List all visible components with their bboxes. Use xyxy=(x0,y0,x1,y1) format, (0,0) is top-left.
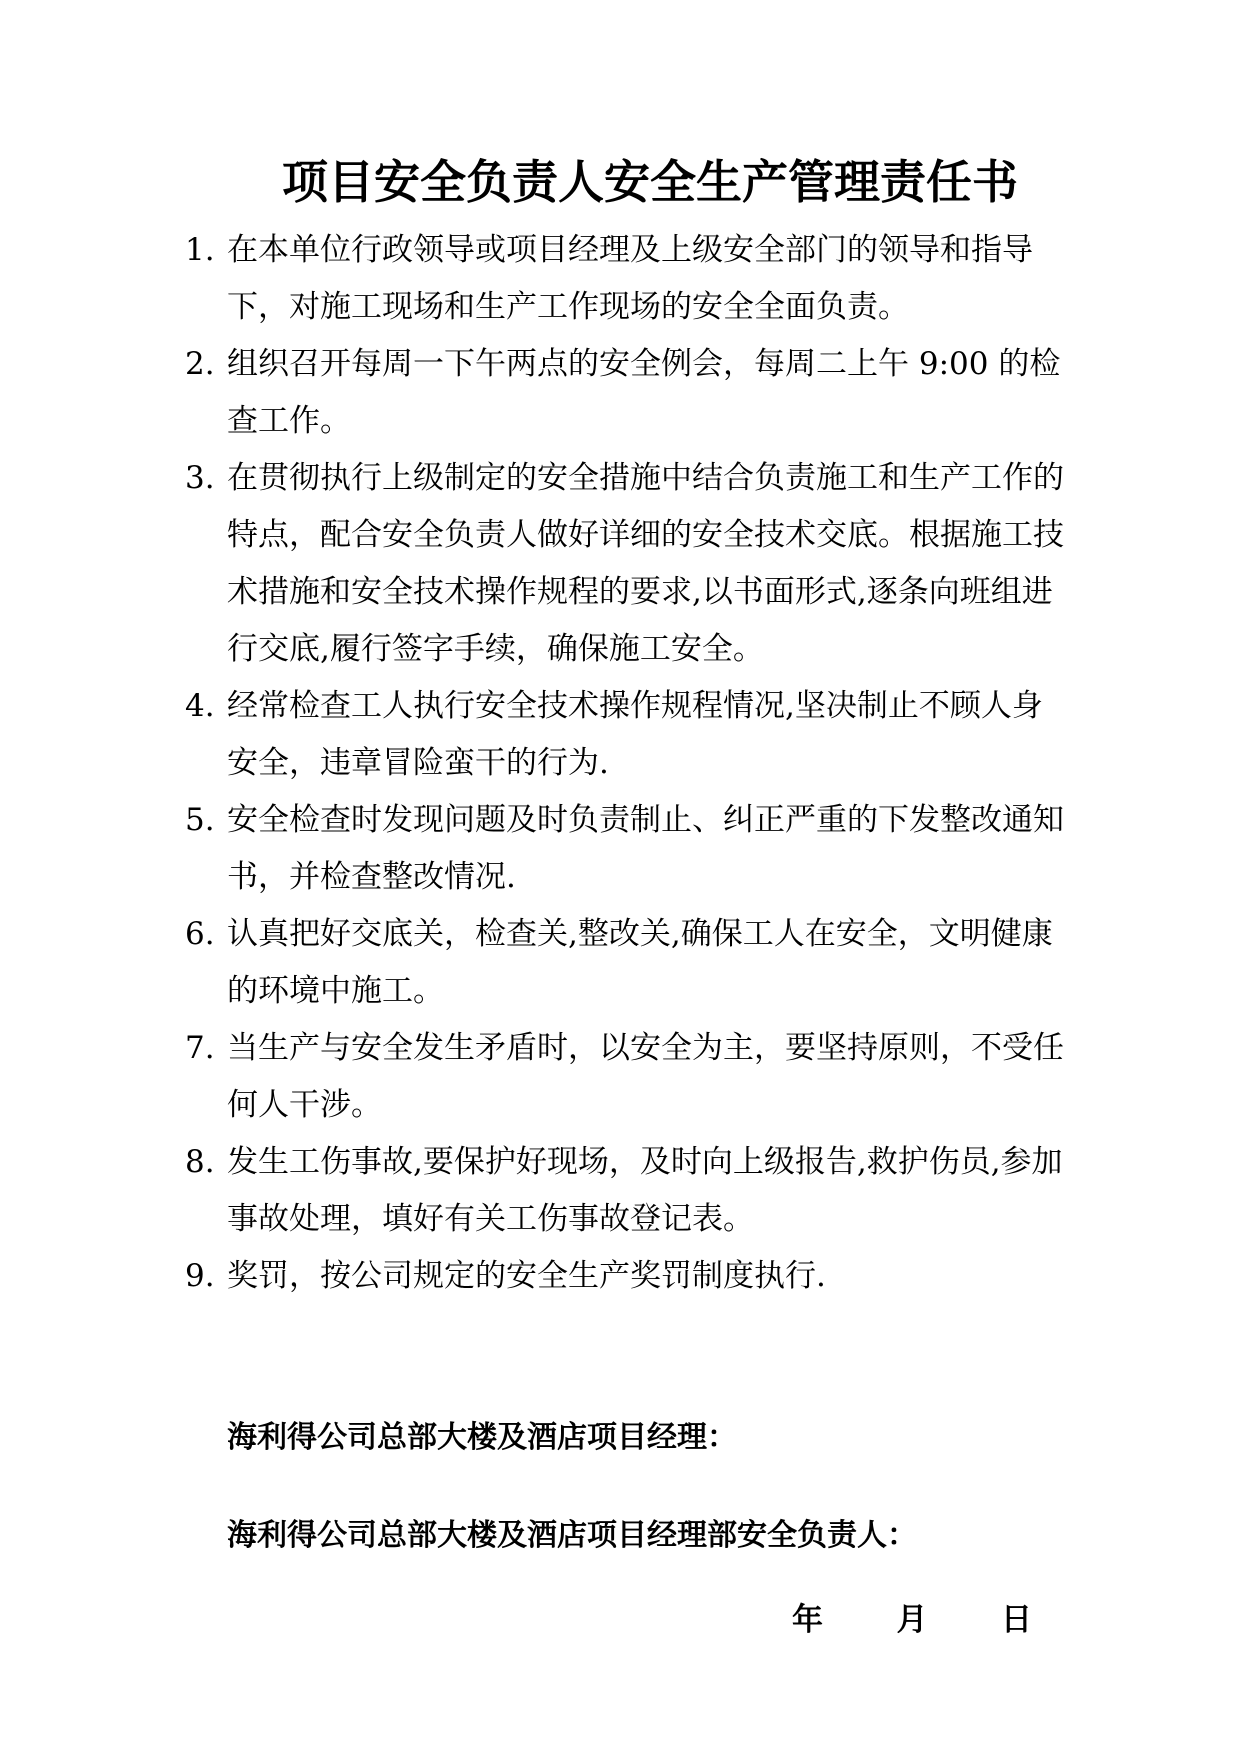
item-text: 认真把好交底关，检查关,整改关,确保工人在安全，文明健康的环境中施工。 xyxy=(227,916,1053,1009)
list-item xyxy=(185,906,1065,1020)
item-text: 奖罚，按公司规定的安全生产奖罚制度执行. xyxy=(227,1258,826,1294)
list-item xyxy=(185,678,1065,792)
item-number: 6. xyxy=(185,916,215,952)
item-text: 经常检查工人执行安全技术操作规程情况,坚决制止不顾人身安全，违章冒险蛮干的行为. xyxy=(227,688,1043,781)
item-number: 9. xyxy=(185,1258,215,1294)
date-line xyxy=(792,1600,1032,1640)
item-number: 5. xyxy=(185,802,215,838)
item-text: 组织召开每周一下午两点的安全例会，每周二上午 9:00 的检查工作。 xyxy=(227,346,1061,439)
responsibility-list xyxy=(185,222,1065,1305)
item-text: 当生产与安全发生矛盾时，以安全为主，要坚持原则，不受任何人干涉。 xyxy=(227,1030,1064,1123)
list-item xyxy=(185,1020,1065,1134)
project-manager-signature-line: 海利得公司总部大楼及酒店项目经理： xyxy=(227,1420,737,1455)
item-text: 在贯彻执行上级制定的安全措施中结合负责施工和生产工作的特点，配合安全负责人做好详细的安全技术交底。根据施工技术措施和安全技术操作规程的要求,以书面形式,逐条向班组进行交底,履行签字手续，确保施工安全。 xyxy=(227,460,1064,667)
list-item xyxy=(185,1248,1065,1305)
item-number: 3. xyxy=(185,460,215,496)
item-text: 安全检查时发现问题及时负责制止、纠正严重的下发整改通知书，并检查整改情况. xyxy=(227,802,1064,895)
list-item xyxy=(185,336,1065,450)
item-text: 发生工伤事故,要保护好现场，及时向上级报告,救护伤员,参加事故处理，填好有关工伤事故登记表。 xyxy=(227,1144,1063,1237)
list-item xyxy=(185,222,1065,336)
item-number: 7. xyxy=(185,1030,215,1066)
list-item xyxy=(185,1134,1065,1248)
item-number: 2. xyxy=(185,346,215,382)
list-item xyxy=(185,450,1065,678)
date-year-label: 年 xyxy=(792,1602,823,1638)
date-day-label: 日 xyxy=(1001,1602,1032,1638)
item-number: 4. xyxy=(185,688,215,724)
item-number: 1. xyxy=(185,232,215,268)
document-title: 项目安全负责人安全生产管理责任书 xyxy=(282,155,1018,209)
item-text: 在本单位行政领导或项目经理及上级安全部门的领导和指导下，对施工现场和生产工作现场的安全全面负责。 xyxy=(227,232,1033,325)
item-number: 8. xyxy=(185,1144,215,1180)
list-item xyxy=(185,792,1065,906)
date-month-label: 月 xyxy=(896,1602,928,1638)
safety-officer-signature-line: 海利得公司总部大楼及酒店项目经理部安全负责人： xyxy=(227,1518,917,1553)
